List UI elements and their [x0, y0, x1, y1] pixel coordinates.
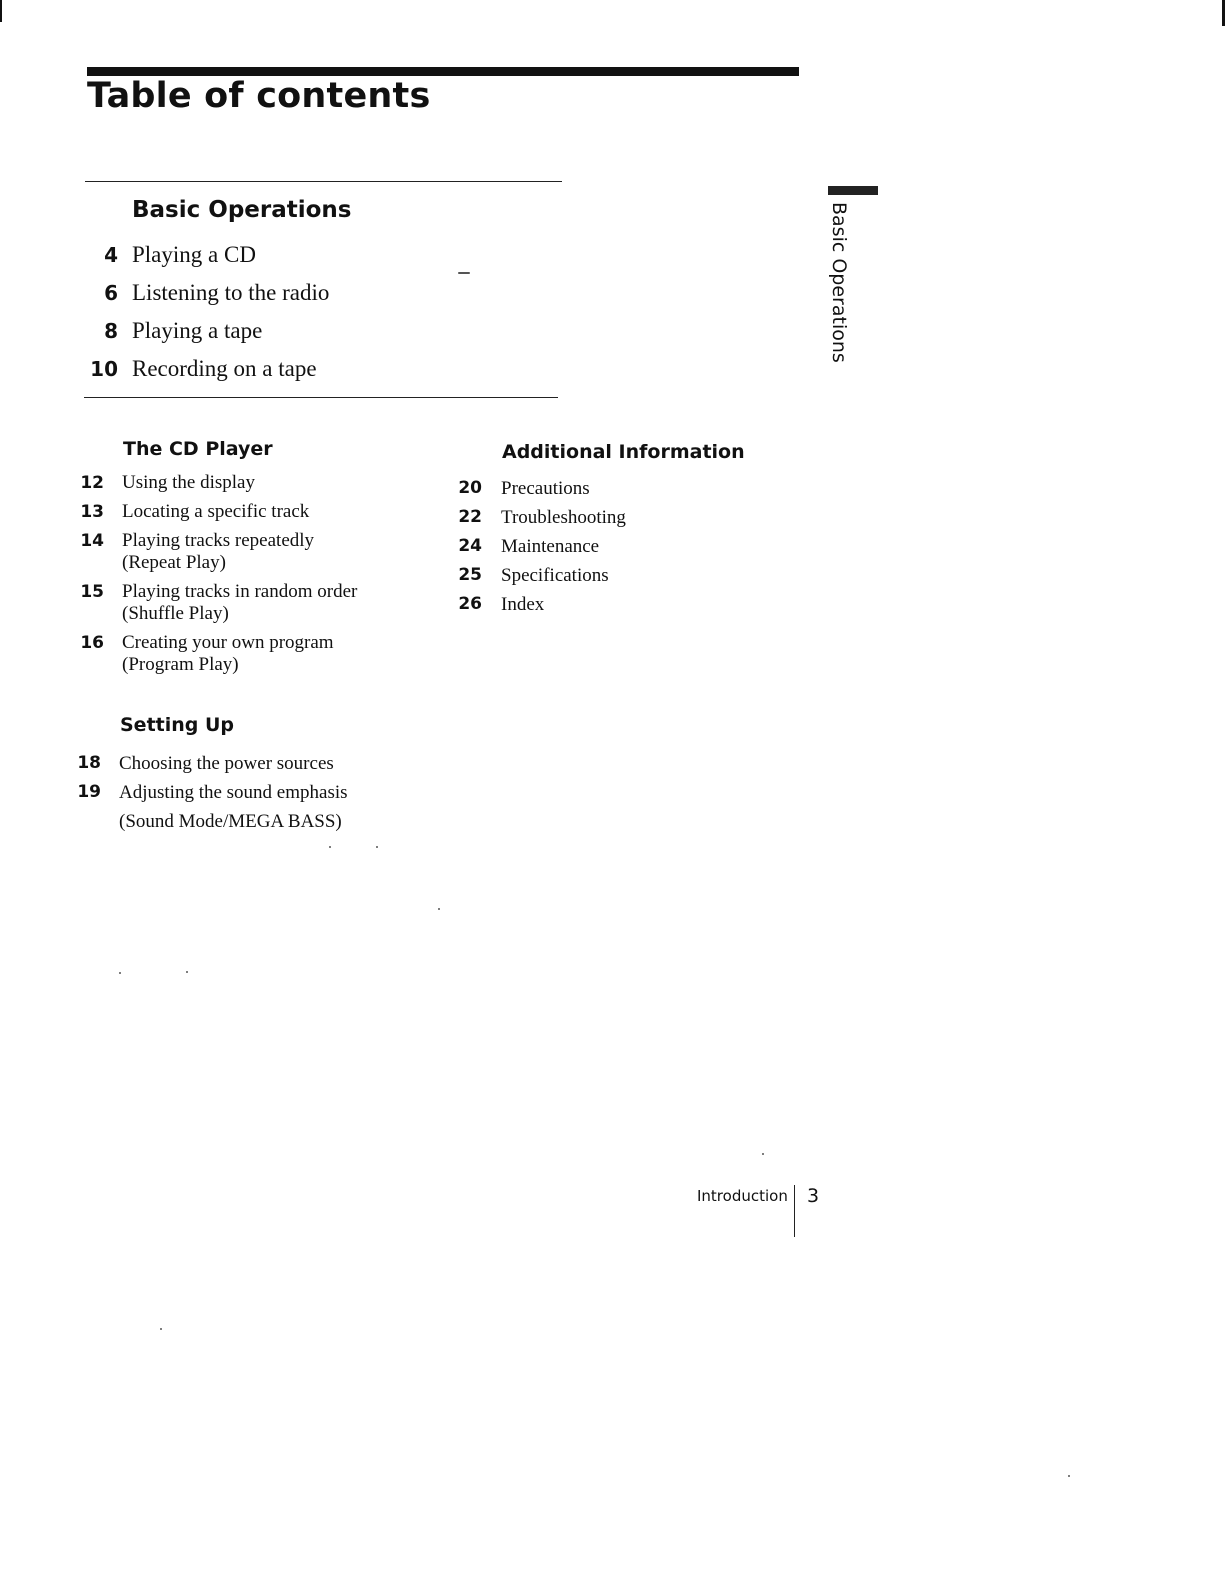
cd-player-heading: The CD Player: [123, 438, 273, 460]
toc-entry-label-continued: (Sound Mode/MEGA BASS): [119, 811, 342, 832]
toc-page-number: 8: [104, 319, 118, 343]
toc-page-number: 25: [458, 565, 482, 585]
footer-divider: [794, 1185, 795, 1237]
toc-entry-label: Playing tracks repeatedly: [122, 530, 315, 551]
toc-entry[interactable]: [458, 590, 626, 619]
toc-entry[interactable]: [458, 561, 626, 590]
scan-edge-mark-left: [0, 0, 2, 22]
toc-entry[interactable]: [458, 503, 626, 532]
toc-entry-label: Index: [501, 594, 545, 615]
footer-section-name: Introduction: [697, 1187, 788, 1205]
additional-information-heading: Additional Information: [502, 441, 745, 463]
scan-speck: [186, 971, 188, 973]
toc-entry-label: Listening to the radio: [132, 280, 330, 305]
toc-entry[interactable]: [77, 749, 348, 778]
toc-entry-label: Locating a specific track: [122, 501, 310, 522]
toc-page-number: 15: [80, 582, 104, 602]
toc-entry-label: Adjusting the sound emphasis: [119, 782, 348, 803]
toc-entry-label: Playing tracks in random order: [122, 581, 358, 602]
toc-page-number: 14: [80, 531, 104, 551]
side-tab: [826, 186, 878, 376]
toc-entry[interactable]: [80, 472, 357, 494]
toc-entry[interactable]: [458, 474, 626, 503]
toc-entry[interactable]: [90, 350, 329, 388]
basic-operations-heading: Basic Operations: [132, 197, 352, 223]
toc-entry-label: Recording on a tape: [132, 356, 317, 381]
setting-up-heading: Setting Up: [120, 714, 235, 736]
toc-entry-label: Playing a tape: [132, 318, 263, 343]
setting-up-list: [77, 749, 348, 836]
toc-entry[interactable]: [77, 778, 348, 836]
toc-entry-label-continued: (Repeat Play): [122, 552, 226, 573]
side-tab-label: Basic Operations: [828, 202, 850, 363]
toc-page-number: 16: [80, 633, 104, 653]
toc-entry[interactable]: [104, 312, 329, 350]
basic-operations-list: [90, 236, 330, 388]
toc-page-number: 19: [77, 782, 101, 802]
title-rule: [87, 67, 799, 76]
scan-speck: [376, 846, 378, 848]
additional-information-list: [458, 474, 626, 619]
scan-speck: [160, 1328, 162, 1330]
toc-page-number: 18: [77, 753, 101, 773]
toc-entry-label: Choosing the power sources: [119, 753, 334, 774]
toc-page-number: 20: [458, 478, 482, 498]
toc-entry-label: Troubleshooting: [501, 507, 626, 528]
scan-speck: [762, 1153, 764, 1155]
toc-entry-label: Precautions: [501, 478, 590, 499]
scan-speck: [438, 908, 440, 910]
toc-entry[interactable]: [458, 532, 626, 561]
toc-page-number: 13: [80, 502, 104, 522]
basic-operations-top-rule: [85, 181, 562, 182]
toc-page-number: 24: [458, 536, 482, 556]
toc-page-number: 12: [80, 473, 104, 493]
page-title: Table of contents: [87, 76, 431, 116]
toc-page-number: 22: [458, 507, 482, 527]
toc-entry-label: Creating your own program: [122, 632, 334, 653]
toc-entry-label: Maintenance: [501, 536, 600, 557]
side-tab-marker: [828, 186, 878, 195]
toc-entry[interactable]: [80, 632, 357, 676]
scan-speck: [329, 846, 331, 848]
toc-entry-label: Using the display: [122, 472, 255, 493]
toc-entry[interactable]: [104, 274, 330, 312]
toc-page-number: 4: [104, 243, 118, 267]
toc-entry[interactable]: [80, 530, 357, 574]
toc-entry[interactable]: [104, 236, 329, 274]
footer-page-number: 3: [807, 1185, 820, 1207]
scan-speck: [1068, 1475, 1070, 1477]
toc-entry-label: Specifications: [501, 565, 609, 586]
toc-entry[interactable]: [80, 501, 357, 523]
toc-entry-label: Playing a CD: [132, 242, 256, 267]
toc-page-number: 10: [90, 357, 118, 381]
toc-page-number: 26: [458, 594, 482, 614]
toc-entry-label-continued: (Shuffle Play): [122, 603, 229, 624]
basic-operations-bottom-rule: [84, 397, 558, 398]
cd-player-list: [80, 472, 358, 676]
toc-entry[interactable]: [80, 581, 358, 625]
scan-speck: [119, 972, 121, 974]
toc-entry-label-continued: (Program Play): [122, 654, 239, 675]
scan-speck: [458, 272, 470, 274]
toc-page-number: 6: [104, 281, 118, 305]
